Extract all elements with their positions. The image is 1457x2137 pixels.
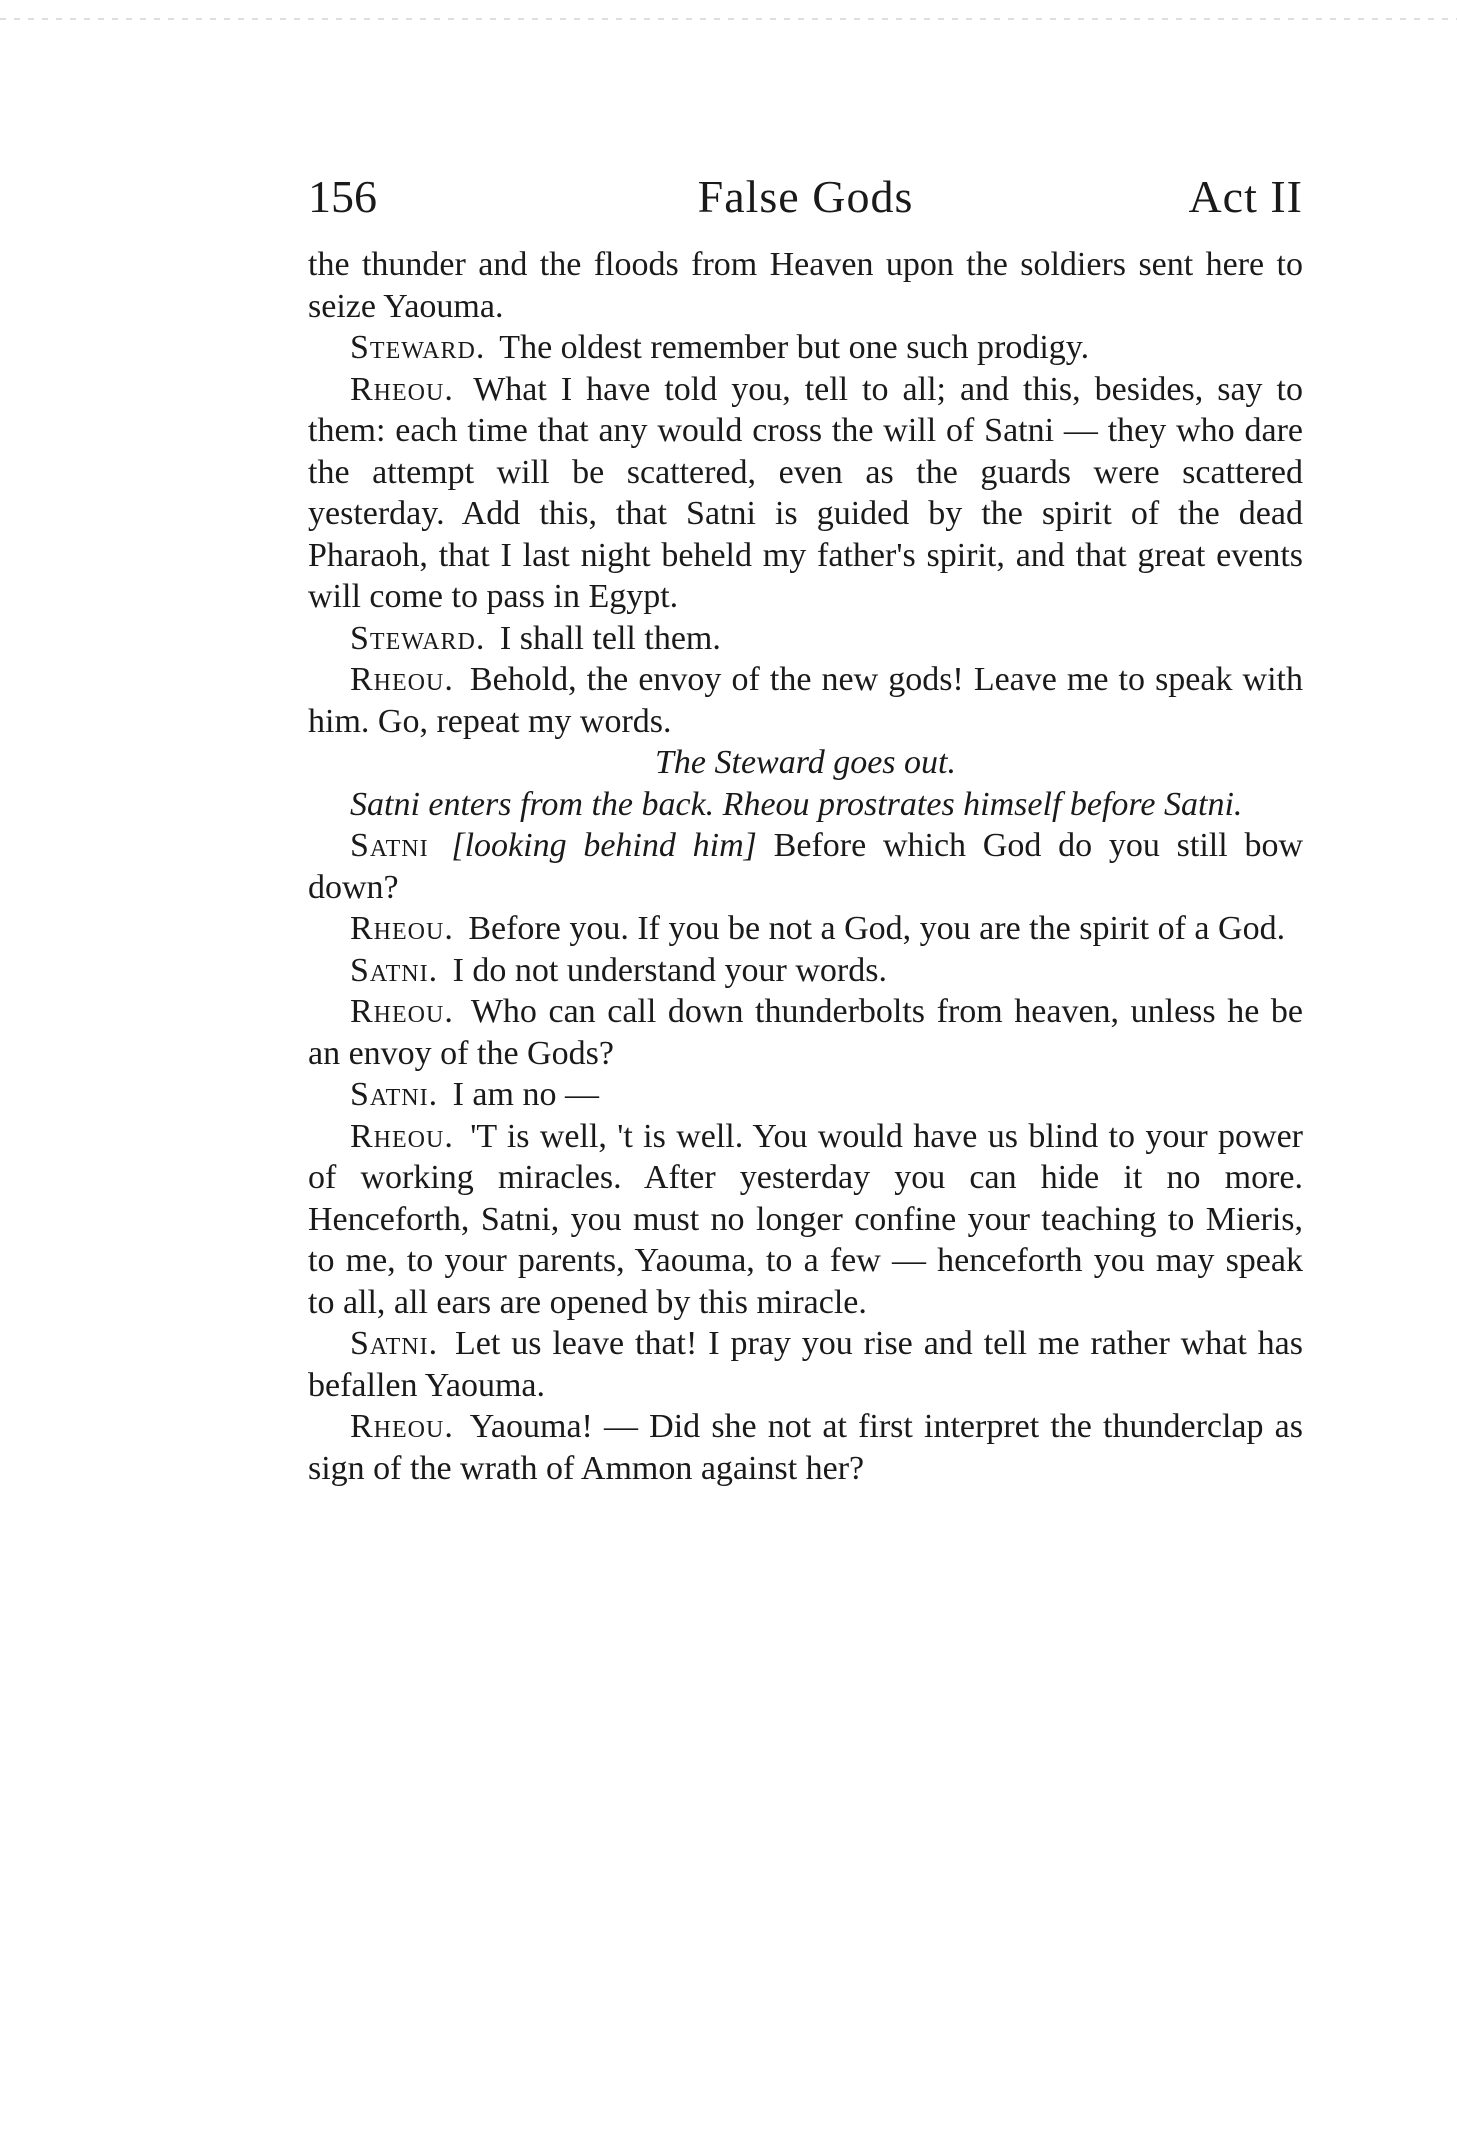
speaker-name: Satni. bbox=[350, 951, 439, 989]
speaker-name: Satni bbox=[350, 827, 429, 864]
dialogue-line bbox=[308, 618, 1303, 660]
dialogue-line bbox=[308, 1074, 1303, 1116]
dialogue-line bbox=[308, 825, 1303, 908]
running-header bbox=[308, 170, 1303, 244]
dialogue-line bbox=[308, 1116, 1303, 1324]
act-label: Act II bbox=[1188, 171, 1303, 222]
dialogue-line bbox=[308, 659, 1303, 742]
dialogue-text: 'T is well, 't is well. You would have us blind to your power of working miracles. After yesterday you can hide it no more. Henceforth, Satni, you must no longer confine your teaching to Mieris, to me, to your parents, Yaouma, to a few — henceforth you may speak to all, all ears are opened by this miracle. bbox=[308, 1117, 1303, 1321]
inline-stage-direction: [looking behind him] bbox=[451, 827, 757, 864]
dialogue-line bbox=[308, 908, 1303, 950]
dialogue-line bbox=[308, 991, 1303, 1074]
running-title: False Gods bbox=[697, 171, 914, 222]
speaker-name: Rheou. bbox=[350, 370, 454, 408]
dialogue-text: I shall tell them. bbox=[499, 619, 721, 657]
page-body bbox=[308, 244, 1303, 1489]
stage-direction: Satni enters from the back. Rheou prostrates himself before Satni. bbox=[350, 785, 1243, 823]
speaker-name: Rheou. bbox=[350, 1408, 454, 1445]
speaker-name: Satni. bbox=[350, 1076, 439, 1113]
dialogue-line bbox=[308, 1323, 1303, 1406]
speaker-name: Satni. bbox=[350, 1325, 439, 1362]
dialogue-text: Let us leave that! I pray you rise and tell me rather what has befallen Yaouma. bbox=[308, 1325, 1303, 1404]
paragraph-text: the thunder and the floods from Heaven upon the soldiers sent here to seize Yaouma. bbox=[308, 246, 1303, 325]
scan-edge-line bbox=[0, 18, 1457, 20]
paragraph bbox=[308, 244, 1303, 327]
speaker-name: Steward. bbox=[350, 619, 486, 657]
dialogue-text: What I have told you, tell to all; and this, besides, say to them: each time that any would cross the will of Satni — they who dare the attempt will be scattered, even as the guards were scattered yesterday. Add this, that Satni is guided by the spirit of the dead Pharaoh, that I last night beheld my father's spirit, and that great events will come to pass in Egypt. bbox=[308, 370, 1303, 615]
speaker-name: Rheou. bbox=[350, 993, 454, 1030]
speaker-name: Steward. bbox=[350, 329, 486, 366]
stage-direction: The Steward goes out. bbox=[655, 744, 956, 781]
page-number: 156 bbox=[308, 171, 377, 222]
dialogue-text: I do not understand your words. bbox=[452, 951, 887, 989]
book-page bbox=[308, 170, 1303, 2070]
dialogue-line bbox=[308, 369, 1303, 618]
dialogue-text: I am no — bbox=[452, 1076, 599, 1113]
dialogue-text: Who can call down thunderbolts from heaven, unless he be an envoy of the Gods? bbox=[308, 993, 1303, 1072]
dialogue-line bbox=[308, 950, 1303, 992]
dialogue-text: Yaouma! — Did she not at first interpret the thunderclap as sign of the wrath of Ammon against her? bbox=[308, 1408, 1303, 1487]
dialogue-line bbox=[308, 327, 1303, 369]
dialogue-text: Behold, the envoy of the new gods! Leave me to speak with him. Go, repeat my words. bbox=[308, 661, 1303, 740]
dialogue-text: The oldest remember but one such prodigy. bbox=[499, 329, 1090, 366]
speaker-name: Rheou. bbox=[350, 910, 454, 947]
speaker-name: Rheou. bbox=[350, 1117, 454, 1155]
speaker-name: Rheou. bbox=[350, 661, 454, 698]
dialogue-text: Before you. If you be not a God, you are the spirit of a God. bbox=[468, 910, 1286, 947]
dialogue-line bbox=[308, 1406, 1303, 1489]
dialogue-text: Before which God do you still bow down? bbox=[308, 827, 1304, 906]
